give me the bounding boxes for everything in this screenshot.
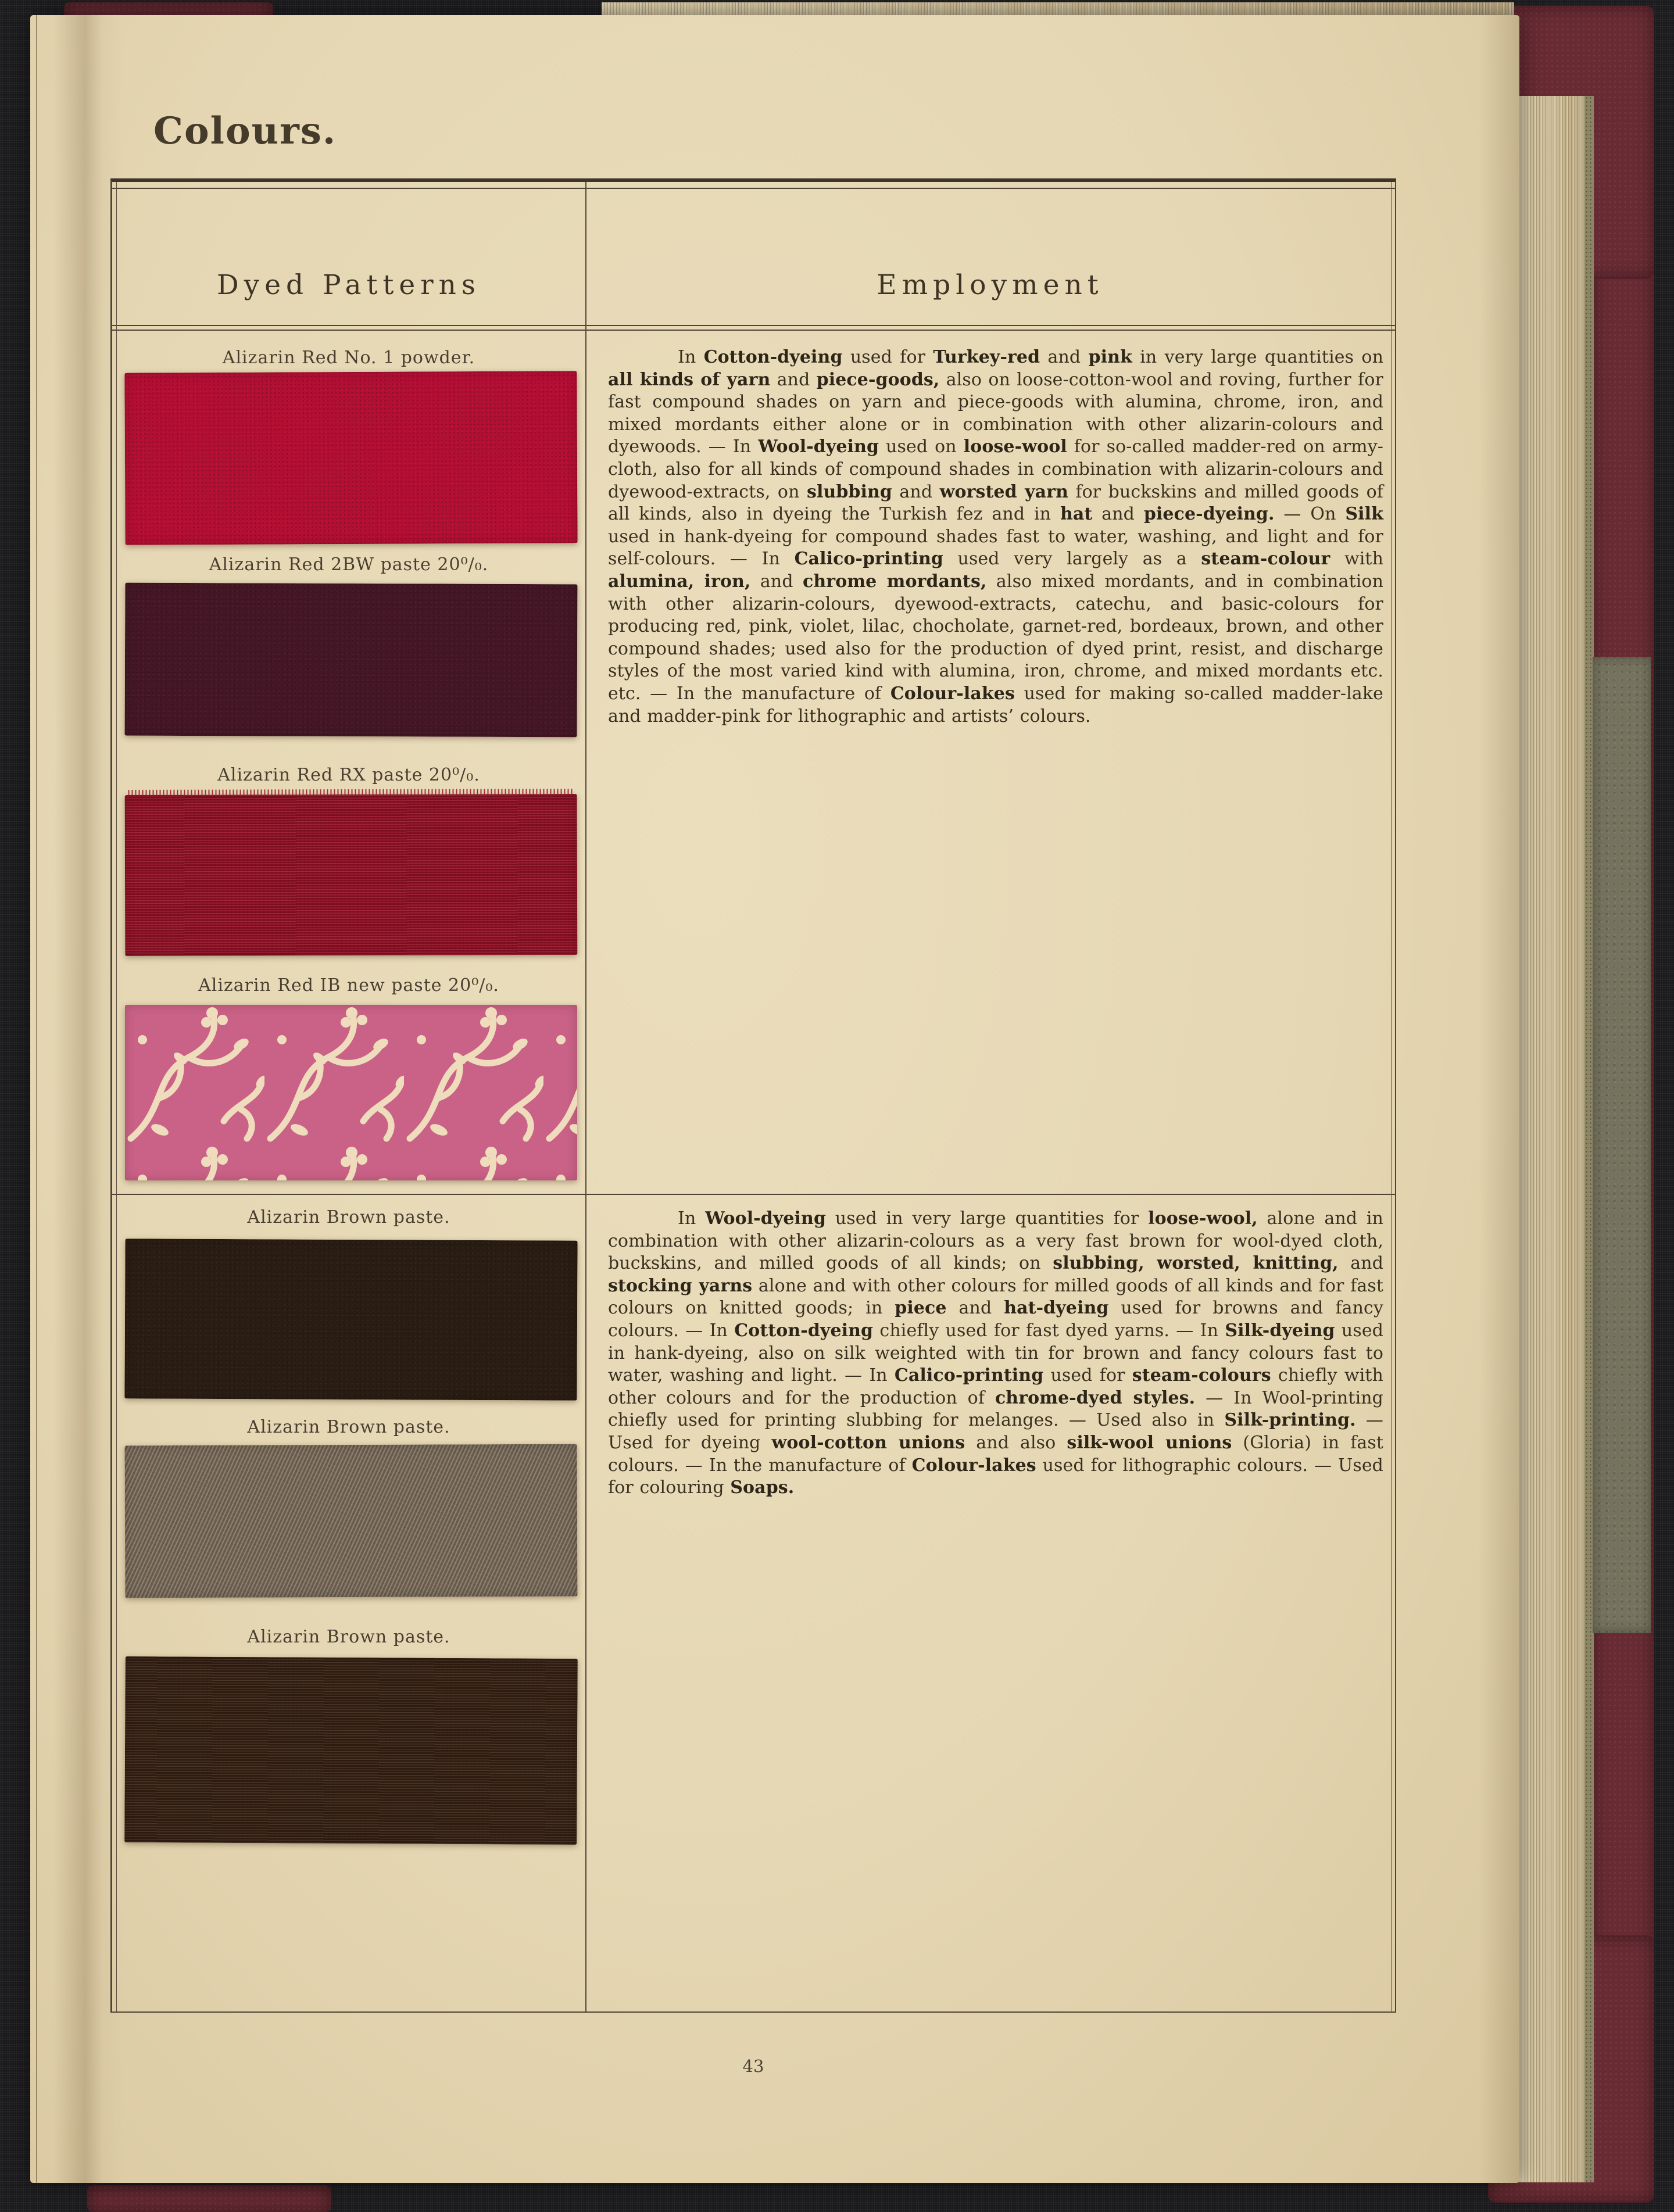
fabric-swatch-alizarin-red-ib-floral	[125, 1005, 577, 1180]
column-header-dyed-patterns: Dyed Patterns	[216, 269, 481, 301]
employment-text-browns: In Wool-dyeing used in very large quantities for loose-wool, alone and in combination with other alizarin-colours as a very fast brown for wool-dyed cloth, buckskins, and milled goods of all kinds; on slubbing, worsted, knitting, and stocking yarns alone and with other colours for milled goods of all kinds and for fast colours on knitted goods; in piece and hat-dyeing used for browns and fancy colours. — In Cotton-dyeing chiefly used for fast dyed yarns. — In Silk-dyeing used in hank-dyeing, also on silk weighted with tin for brown and fancy colours fast to water, washing and light. — In Calico-printing used for steam-colours chiefly with other colours and for the production of chrome-dyed styles. — In Wool-printing chiefly used for printing slubbing for melanges. — Used also in Silk-printing. — Used for dyeing wool-cotton unions and also silk-wool unions (Gloria) in fast colours. — In the manufacture of Colour-lakes used for lithographic colours. — Used for colouring Soaps.	[608, 1208, 1384, 1498]
header-underline-2	[112, 330, 1395, 331]
fabric-swatch-alizarin-red-2bw	[125, 583, 578, 738]
swatch-label: Alizarin Brown paste.	[247, 1207, 450, 1227]
swatch-label: Alizarin Brown paste.	[247, 1627, 450, 1647]
table-top-inner-rule	[112, 188, 1395, 189]
section-divider-rule	[112, 1194, 1395, 1195]
book-cover-leather-bottom	[87, 2185, 331, 2212]
cloth-spine-panel	[1593, 657, 1651, 1633]
column-header-employment: Employment	[877, 269, 1104, 301]
fabric-swatch-alizarin-brown-3	[124, 1656, 578, 1845]
fabric-swatch-alizarin-brown-1	[124, 1239, 577, 1400]
page-edge-shadow	[1479, 15, 1519, 2183]
page-edge-stack-right	[1516, 96, 1588, 2182]
fabric-swatch-alizarin-red-no1	[124, 371, 577, 545]
swatch-label: Alizarin Red RX paste 20⁰/₀.	[217, 765, 480, 785]
page-number: 43	[742, 2056, 764, 2076]
table-left-inner-rule	[116, 182, 117, 2011]
swatch-label: Alizarin Brown paste.	[247, 1417, 450, 1437]
column-divider-rule	[585, 182, 586, 2011]
header-underline-1	[112, 325, 1395, 326]
fabric-swatch-alizarin-brown-2	[125, 1444, 578, 1598]
page-title: Colours.	[153, 109, 337, 153]
swatch-label: Alizarin Red No. 1 powder.	[222, 348, 475, 368]
swatch-label: Alizarin Red IB new paste 20⁰/₀.	[198, 975, 499, 996]
swatch-label: Alizarin Red 2BW paste 20⁰/₀.	[209, 554, 489, 575]
floral-print-pattern	[125, 1005, 577, 1180]
employment-text-reds: In Cotton-dyeing used for Turkey-red and pink in very large quantities on all kinds of yarn and piece-goods, also on loose-cotton-wool and roving, further for fast compound shades on yarn and piece-goods with alumina, chrome, iron, and mixed mordants either alone or in combination with other alizarin-colours and dyewoods. — In Wool-dyeing used on loose-wool for so-called madder-red on army-cloth, also for all kinds of compound shades in combination with alizarin-colours and dyewood-extracts, on slubbing and worsted yarn for buckskins and milled goods of all kinds, also in dyeing the Turkish fez and in hat and piece-dyeing. — On Silk used in hank-dyeing for compound shades fast to water, washing, and light and for self-colours. — In Calico-printing used very largely as a steam-colour with alumina, iron, and chrome mordants, also mixed mordants, and in combination with other alizarin-colours, dyewood-extracts, catechu, and basic-colours for producing red, pink, violet, lilac, chocholate, garnet-red, bordeaux, brown, and other compound shades; used also for the production of dyed print, resist, and discharge styles of the most varied kind with alumina, iron, chrome, and mixed mordants etc. etc. — In the manufacture of Colour-lakes used for making so-called madder-lake and madder-pink for lithographic and artists’ colours.	[608, 347, 1384, 726]
page-curl-line	[36, 15, 37, 2183]
fabric-swatch-alizarin-red-rx	[125, 794, 578, 956]
table-right-inner-rule	[1391, 182, 1392, 2011]
